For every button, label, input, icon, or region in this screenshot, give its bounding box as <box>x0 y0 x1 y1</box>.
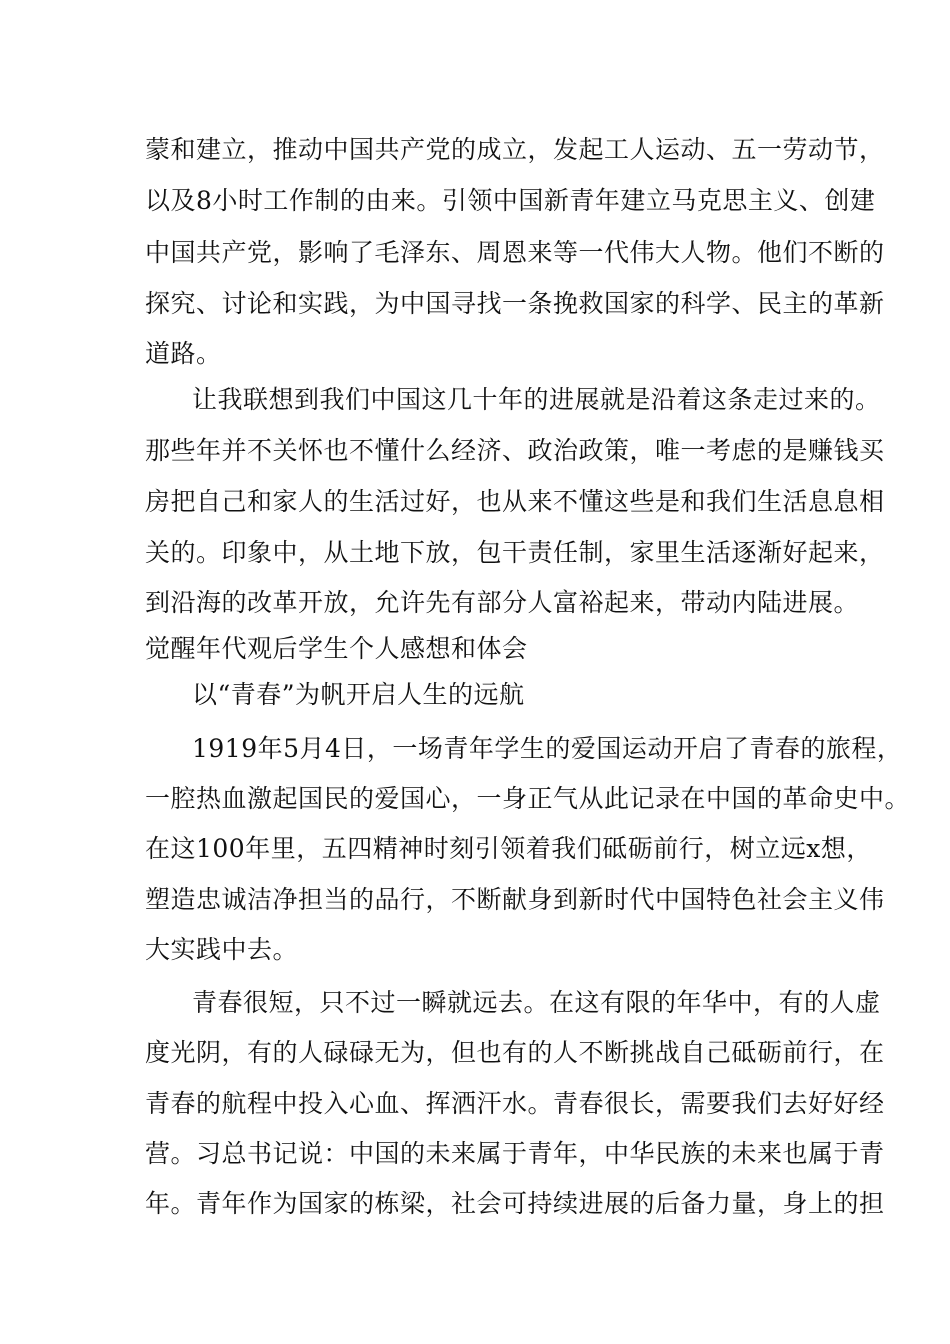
text-line: 度光阴，有的人碌碌无为，但也有的人不断挑战自己砥砺前行，在 <box>145 1038 885 1067</box>
article-title: 以“青春”为帆开启人生的远航 <box>192 680 525 709</box>
text-line: 一腔热血激起国民的爱国心，一身正气从此记录在中国的革命史中。 <box>145 784 911 813</box>
text-line: 蒙和建立，推动中国共产党的成立，发起工人运动、五一劳动节， <box>145 135 885 164</box>
text-line: 道路。 <box>145 339 222 368</box>
text-line: 关的。印象中，从土地下放，包干责任制，家里生活逐渐好起来， <box>145 538 885 567</box>
text-line: 青春很短，只不过一瞬就远去。在这有限的年华中，有的人虚 <box>192 988 881 1017</box>
section-heading: 觉醒年代观后学生个人感想和体会 <box>145 634 528 663</box>
text-line: 让我联想到我们中国这几十年的进展就是沿着这条走过来的。 <box>192 385 881 414</box>
text-line: 到沿海的改革开放，允许先有部分人富裕起来，带动内陆进展。 <box>145 588 860 617</box>
text-line: 探究、讨论和实践，为中国寻找一条挽救国家的科学、民主的革新 <box>145 289 885 318</box>
text-line: 年。青年作为国家的栋梁，社会可持续进展的后备力量，身上的担 <box>145 1189 885 1218</box>
text-line: 青春的航程中投入心血、挥洒汗水。青春很长，需要我们去好好经 <box>145 1089 885 1118</box>
text-line: 1919年5月4日，一场青年学生的爱国运动开启了青春的旅程， <box>192 734 903 763</box>
text-line: 房把自己和家人的生活过好，也从来不懂这些是和我们生活息息相 <box>145 487 885 516</box>
text-line: 大实践中去。 <box>145 935 299 964</box>
text-line: 营。习总书记说：中国的未来属于青年，中华民族的未来也属于青 <box>145 1139 885 1168</box>
text-line: 在这100年里，五四精神时刻引领着我们砥砺前行，树立远x想， <box>145 834 872 863</box>
text-line: 塑造忠诚洁净担当的品行，不断献身到新时代中国特色社会主义伟 <box>145 885 885 914</box>
text-line: 中国共产党，影响了毛泽东、周恩来等一代伟大人物。他们不断的 <box>145 238 885 267</box>
text-line: 以及8小时工作制的由来。引领中国新青年建立马克思主义、创建 <box>145 186 876 215</box>
text-line: 那些年并不关怀也不懂什么经济、政治政策，唯一考虑的是赚钱买 <box>145 436 885 465</box>
